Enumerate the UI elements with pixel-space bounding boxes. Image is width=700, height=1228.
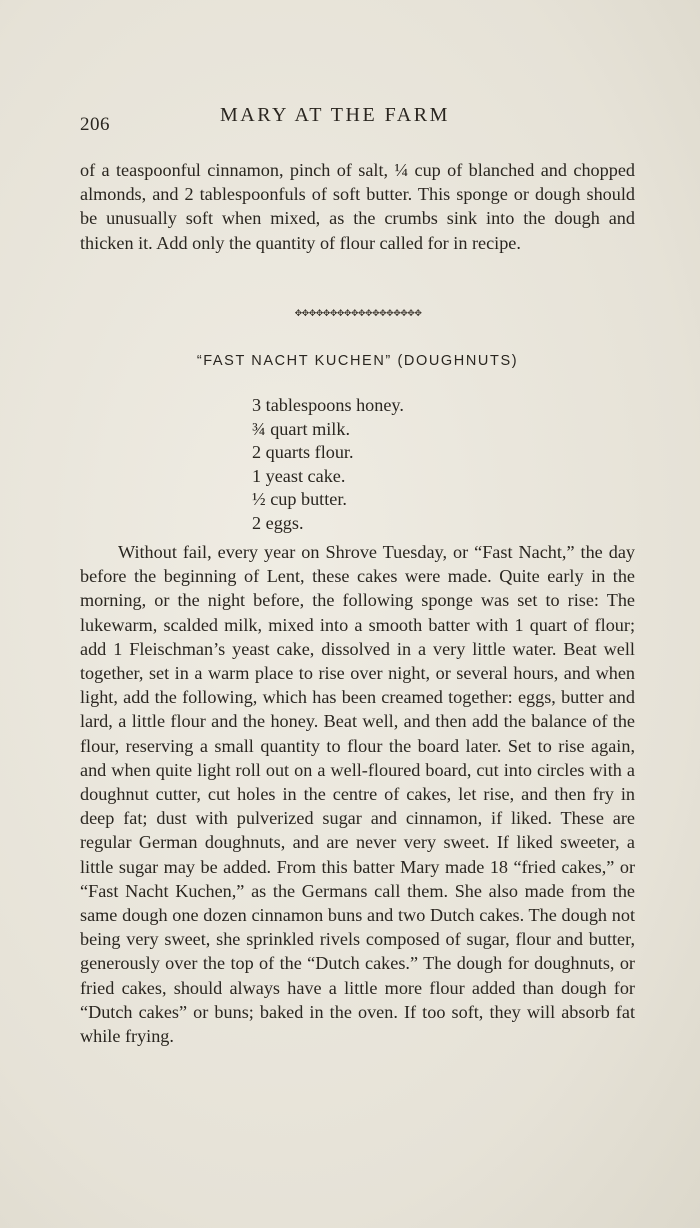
ingredient-item: 1 yeast cake. (252, 465, 346, 486)
ingredient-item: ½ cup butter. (252, 489, 347, 510)
recipe-instructions (80, 540, 635, 1048)
ingredient-list (252, 394, 404, 536)
intro-paragraph-text: of a teaspoonful cinnamon, pinch of salt, ¼ cup of blanched and chopped almonds, and 2 tablespoonfuls of soft butter. This sponge or dough should be unusually soft when mixed, as the crumbs sink into the dough and thicken it. Add only the quantity of flour called for in recipe. (80, 160, 635, 253)
ingredient-item: ¾ quart milk. (252, 418, 350, 439)
page-header (80, 104, 640, 134)
ingredient-item: 2 quarts flour. (252, 442, 354, 463)
recipe-instructions-text: Without fail, every year on Shrove Tuesday, or “Fast Nacht,” the day before the beginning of Lent, these cakes were made. Quite early in the morning, or the night before, the following sponge was set to rise: The lukewarm, scalded milk, mixed into a smooth batter with 1 quart of flour; add 1 Fleischman’s yeast cake, dissolved in a very little water. Beat well together, set in a warm place to rise over night, or several hours, and when light, add the following, which has been creamed together: eggs, butter and lard, a little flour and the honey. Beat well, and then add the balance of the flour, reserving a small quantity to flour the board later. Set to rise again, and when quite light roll out on a well-floured board, cut into circles with a doughnut cutter, cut holes in the centre of cakes, let rise, and then fry in deep fat; dust with pulverized sugar and cinnamon, if liked. These are regular German doughnuts, and are never very sweet. If liked sweeter, a little sugar may be added. From this batter Mary made 18 “fried cakes,” or “Fast Nacht Kuchen,” as the Germans call them. She also made from the same dough one dozen cinnamon buns and two Dutch cakes. The dough not being very sweet, she sprinkled rivels composed of sugar, flour and butter, generously over the top of the “Dutch cakes.” The dough for doughnuts, or fried cakes, should always have a little more flour added than dough for “Dutch cakes” or buns; baked in the oven. If too soft, they will absorb fat while frying. (80, 542, 635, 1047)
ingredient-item: 3 tablespoons honey. (252, 395, 404, 415)
running-title: MARY AT THE FARM (220, 104, 450, 126)
intro-paragraph (80, 158, 635, 255)
ingredient-item: 2 eggs. (252, 512, 304, 533)
section-divider-ornament: ✥✥✥✥✥✥✥✥✥✥✥✥✥✥✥✥✥✥ (294, 309, 422, 319)
recipe-title: “FAST NACHT KUCHEN” (DOUGHNUTS) (196, 353, 519, 369)
page-number: 206 (80, 114, 110, 135)
